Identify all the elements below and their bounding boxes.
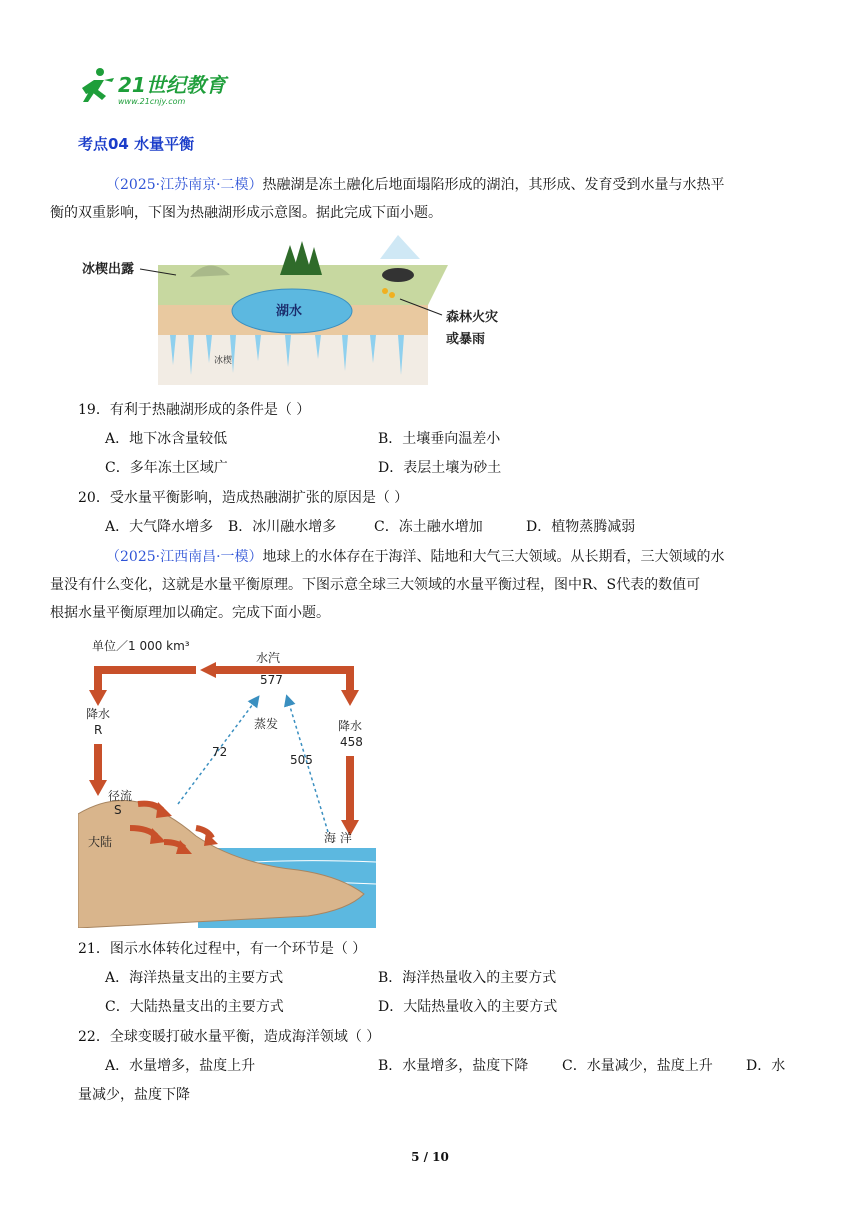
group2-intro-line1: 地球上的水体存在于海洋、陆地和大气三大领域。从长期看，三大领域的水 bbox=[262, 549, 725, 565]
precip-left-label: 降水 bbox=[86, 707, 111, 721]
group2-source: （2025·江西南昌·一模） bbox=[106, 549, 263, 565]
q19-option-b: B．土壤垂向温差小 bbox=[378, 431, 501, 447]
label-fire-line1: 森林火灾 bbox=[446, 310, 499, 325]
q19-option-c: C．多年冻土区域广 bbox=[105, 460, 228, 476]
group1-intro bbox=[50, 171, 784, 227]
precip-right-value: 458 bbox=[340, 735, 363, 749]
precip-left-value: R bbox=[94, 723, 103, 737]
runoff-label: 径流 bbox=[108, 789, 133, 803]
ocean-label: 海 洋 bbox=[324, 831, 352, 845]
logo bbox=[78, 66, 238, 108]
logo-url: www.21cnjy.com bbox=[118, 97, 186, 106]
group2-intro-line2: 量没有什么变化，这就是水量平衡原理。下图示意全球三大领域的水量平衡过程，图中R、S代表的数值可 bbox=[50, 577, 701, 593]
group1-intro-line1: 热融湖是冻土融化后地面塌陷形成的湖泊，其形成、发育受到水量与水热平 bbox=[262, 177, 725, 193]
section-title: 考点04 水量平衡 bbox=[78, 135, 195, 153]
q20-option-d: D．植物蒸腾减弱 bbox=[526, 519, 636, 535]
group1-source: （2025·江苏南京·二模） bbox=[106, 177, 263, 193]
group2-intro-line3: 根据水量平衡原理加以确定。完成下面小题。 bbox=[50, 605, 330, 621]
q19-option-a: A．地下冰含量较低 bbox=[105, 431, 228, 447]
runner-icon bbox=[82, 68, 114, 102]
q22-option-a: A．水量增多，盐度上升 bbox=[105, 1058, 256, 1074]
q21-option-c: C．大陆热量支出的主要方式 bbox=[105, 999, 284, 1015]
question-19: 19．有利于热融湖形成的条件是（ ） bbox=[78, 402, 311, 418]
q20-option-c: C．冻土融水增加 bbox=[374, 519, 483, 535]
q20-option-a: A．大气降水增多 bbox=[105, 519, 214, 535]
q22-option-d: D．水 bbox=[746, 1058, 786, 1074]
runoff-value: S bbox=[114, 803, 122, 817]
group1-intro-line2: 衡的双重影响，下图为热融湖形成示意图。据此完成下面小题。 bbox=[50, 205, 442, 221]
q20-option-b: B．冰川融水增多 bbox=[228, 519, 337, 535]
q19-option-d: D．表层土壤为砂土 bbox=[378, 460, 502, 476]
vapor-label: 水汽 bbox=[256, 651, 281, 665]
q21-option-a: A．海洋热量支出的主要方式 bbox=[105, 970, 284, 986]
question-20: 20．受水量平衡影响，造成热融湖扩张的原因是（ ） bbox=[78, 490, 409, 506]
label-fire-line2: 或暴雨 bbox=[446, 332, 486, 347]
vapor-value: 577 bbox=[260, 673, 283, 687]
water-balance-figure bbox=[78, 636, 378, 928]
q22-option-d-cont: 量减少，盐度下降 bbox=[78, 1087, 190, 1103]
label-ice-exposed: 冰楔出露 bbox=[82, 262, 135, 277]
evap-ocean-value: 505 bbox=[290, 753, 313, 767]
label-lake: 湖水 bbox=[276, 304, 303, 319]
logo-text: 21世纪教育 bbox=[118, 73, 226, 97]
question-22: 22．全球变暖打破水量平衡，造成海洋领域（ ） bbox=[78, 1029, 381, 1045]
evaporation-label: 蒸发 bbox=[254, 717, 279, 731]
precip-right-label: 降水 bbox=[338, 719, 363, 733]
q21-option-d: D．大陆热量收入的主要方式 bbox=[378, 999, 558, 1015]
page-number: 5 / 10 bbox=[411, 1150, 449, 1164]
q21-option-b: B．海洋热量收入的主要方式 bbox=[378, 970, 557, 986]
q22-option-c: C．水量减少，盐度上升 bbox=[562, 1058, 713, 1074]
thermokarst-lake-figure bbox=[80, 235, 520, 387]
label-ice: 冰楔 bbox=[214, 356, 233, 366]
q22-option-b: B．水量增多，盐度下降 bbox=[378, 1058, 529, 1074]
group2-intro bbox=[50, 543, 784, 627]
unit-label: 单位／1 000 km³ bbox=[92, 639, 190, 653]
evap-land-value: 72 bbox=[212, 745, 228, 759]
question-21: 21．图示水体转化过程中，有一个环节是（ ） bbox=[78, 941, 367, 957]
land-label: 大陆 bbox=[88, 835, 113, 849]
